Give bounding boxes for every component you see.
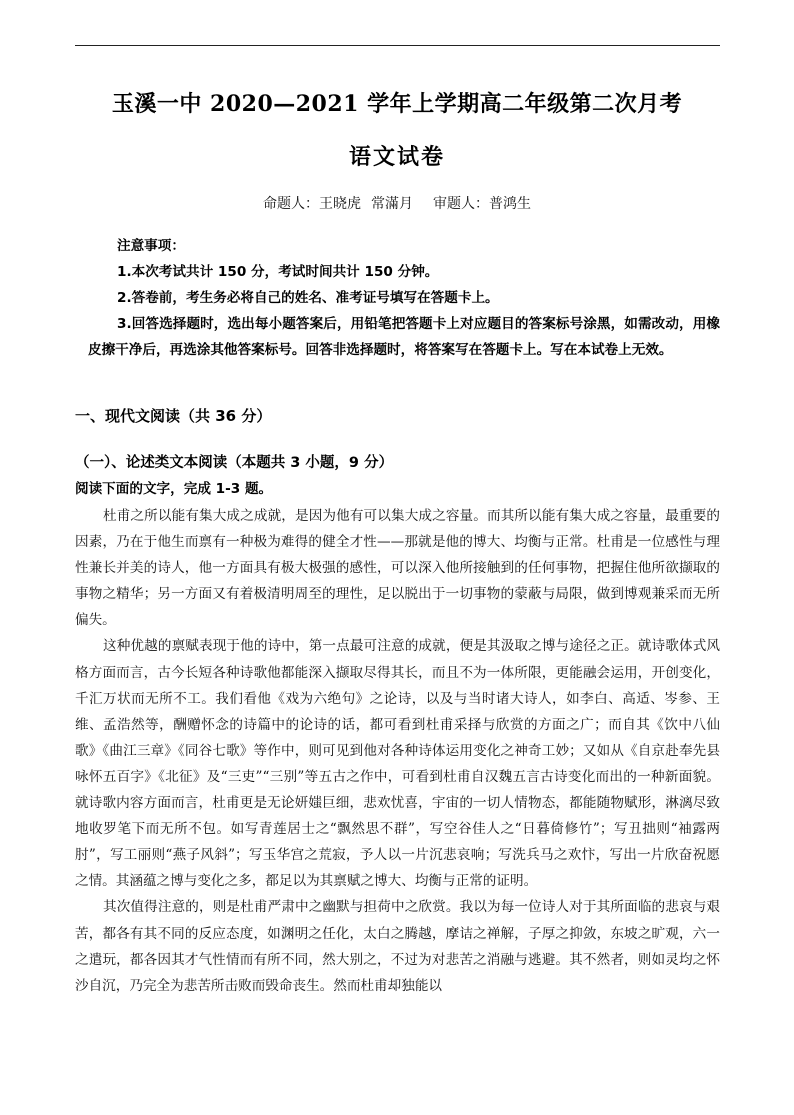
notice-title: 注意事项： [117, 238, 185, 254]
section-1-title: 一、现代文阅读（共 36 分） [75, 407, 272, 425]
reading-instruction: 阅读下面的文字，完成 1-3 题。 [75, 481, 273, 497]
notice-item-2: 2.答卷前，考生务必将自己的姓名、准考证号填写在答题卡上。 [117, 290, 499, 306]
passage-paragraph-3: 其次值得注意的，则是杜甫严肃中之幽默与担荷中之欣赏。我以为每一位诗人对于其所面临的悲哀与艰苦，都各有其不同的反应态度，如渊明之任化，太白之腾越，摩诘之禅解，子厚之抑敛，东坡之旷观，六一之遣玩，都各因其才气性情而有所不同，然大别之，不过为对悲苦之消融与逃避。其不然者，则如灵均之怀沙自沉，乃完全为悲苦所击败而毁命丧生。然而杜甫却独能以 [75, 899, 720, 994]
part-1-title: （一）、论述类文本阅读（本题共 3 小题，9 分） [75, 455, 394, 471]
setter-label: 命题人： [263, 196, 319, 212]
reading-passage [75, 503, 720, 999]
setter-name-1: 王晓虎 [319, 196, 361, 212]
notice-item-3: 3.回答选择题时，选出每小题答案后，用铅笔把答题卡上对应题目的答案标号涂黑，如需改动，用橡皮擦干净后，再选涂其他答案标号。回答非选择题时，将答案写在答题卡上。写在本试卷上无效。 [88, 316, 720, 358]
passage-paragraph-1: 杜甫之所以能有集大成之成就，是因为他有可以集大成之容量。而其所以能有集大成之容量，最重要的因素，乃在于他生而禀有一种极为难得的健全才性——那就是他的博大、均衡与正常。杜甫是一位感性与理性兼长并美的诗人，他一方面具有极大极强的感性，可以深入他所接触到的任何事物，把握住他所欲撷取的事物之精华；另一方面又有着极清明周至的理性，足以脱出于一切事物的蒙蔽与局限，做到博观兼采而无所偏失。 [75, 508, 720, 629]
passage-paragraph-2: 这种优越的禀赋表现于他的诗中，第一点最可注意的成就，便是其汲取之博与途径之正。就诗歌体式风格方面而言，古今长短各种诗歌他都能深入撷取尽得其长，而且不为一体所限，更能融会运用，开创变化，千汇万状而无所不工。我们看他《戏为六绝句》之论诗，以及与当时诸大诗人，如李白、高适、岑参、王维、孟浩然等，酬赠怀念的诗篇中的论诗的话，都可看到杜甫采择与欣赏的方面之广；而自其《饮中八仙歌》《曲江三章》《同谷七歌》等作中，则可见到他对各种诗体运用变化之神奇工妙；又如从《自京赴奉先县咏怀五百字》《北征》及“三吏”“三别”等五古之作中，可看到杜甫自汉魏五言古诗变化而出的一种新面貌。就诗歌内容方面而言，杜甫更是无论妍媸巨细，悲欢忧喜，宇宙的一切人情物态，都能随物赋形，淋漓尽致地收罗笔下而无所不包。如写青莲居士之“飘然思不群”，写空谷佳人之“日暮倚修竹”；写丑拙则“袖露两肘”，写工丽则“燕子风斜”；写玉华宫之荒寂，予人以一片沉悲哀响；写洗兵马之欢忭，写出一片欣奋祝愿之情。其涵蕴之博与变化之多，都足以为其禀赋之博大、均衡与正常的证明。 [75, 638, 720, 890]
setter-name-2: 常滿月 [371, 196, 413, 212]
exam-title: 玉溪一中 2020—2021 学年上学期高二年级第二次月考 [111, 91, 683, 117]
authors-line [0, 193, 794, 213]
reviewer-name: 普鸿生 [489, 196, 531, 212]
header-rule [75, 45, 720, 46]
notice-item-1: 1.本次考试共计 150 分，考试时间共计 150 分钟。 [117, 264, 439, 280]
exam-subject: 语文试卷 [348, 144, 445, 170]
reviewer-label: 审题人： [433, 196, 489, 212]
